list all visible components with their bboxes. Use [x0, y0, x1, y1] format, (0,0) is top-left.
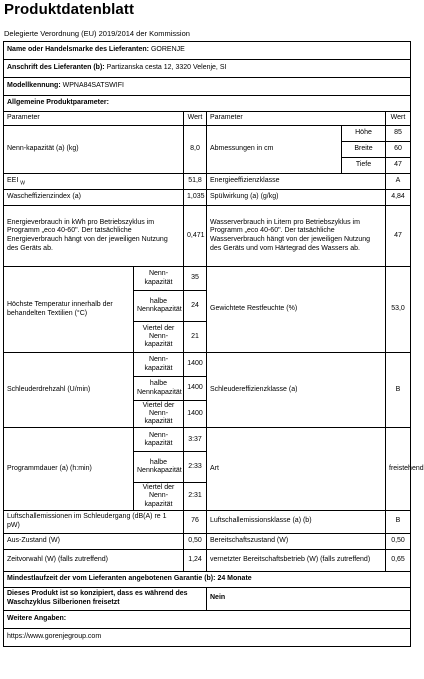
warranty-label: Mindestlaufzeit der vom Lieferanten angebotenen Garantie (b):: [7, 574, 216, 582]
spin-speed-label: Schleuderdrehzahl (U/min): [4, 353, 134, 428]
noise-class-label: Luftschallemissionsklasse (a) (b): [207, 510, 386, 533]
supplier-row: [4, 42, 411, 60]
depth-value: 47: [386, 158, 411, 174]
duration-load-half: halbe Nennkapazität: [134, 452, 184, 483]
silver-ions-row: [4, 587, 411, 610]
spin-load-full: Nenn-kapazität: [134, 353, 184, 377]
capacity-value: 8,0: [184, 126, 207, 174]
temp-load-half: halbe Nennkapazität: [134, 291, 184, 322]
model-row: [4, 78, 411, 96]
delay-start-value: 1,24: [184, 549, 207, 571]
eei-row: [4, 174, 411, 190]
height-label: Höhe: [342, 126, 386, 142]
address-row: [4, 60, 411, 78]
energy-consumption-value: 0,471: [184, 206, 207, 267]
spin-value-half: 1400: [184, 377, 207, 401]
duration-label: Programmdauer (a) (h:min): [4, 428, 134, 510]
data-sheet-table: [3, 41, 424, 647]
spin-value-full: 1400: [184, 353, 207, 377]
noise-label: Luftschallemissionen im Schleudergang (dB(A) re 1 pW): [4, 510, 184, 533]
duration-row-1: [4, 428, 411, 452]
eei-label-cell: [4, 174, 184, 190]
warranty-row: [4, 571, 411, 587]
more-info-row: [4, 610, 411, 628]
manufacturer-link[interactable]: https://www.gorenjegroup.com: [7, 632, 102, 640]
col-value-right: Wert: [386, 112, 411, 126]
consumption-row: [4, 206, 411, 267]
temp-value-half: 24: [184, 291, 207, 322]
noise-row: [4, 510, 411, 533]
networked-standby-label: vernetzter Bereitschaftsbetrieb (W) (falls zutreffend): [207, 549, 386, 571]
duration-value-full: 3:37: [184, 428, 207, 452]
off-mode-label: Aus-Zustand (W): [4, 533, 184, 549]
supplier-label: Name oder Handelsmarke des Lieferanten:: [7, 46, 149, 54]
duration-load-full: Nenn-kapazität: [134, 428, 184, 452]
washing-index-value: 1,035: [184, 190, 207, 206]
duration-value-half: 2:33: [184, 452, 207, 483]
temperature-label: Höchste Temperatur innerhalb der behandelten Textilien (°C): [4, 267, 134, 353]
rinse-label: Spülwirkung (a) (g/kg): [207, 190, 386, 206]
col-parameter-right: Parameter: [207, 112, 386, 126]
column-header-row: [4, 112, 411, 126]
eei-value: 51,8: [184, 174, 207, 190]
col-parameter-left: Parameter: [4, 112, 184, 126]
networked-standby-value: 0,65: [386, 549, 411, 571]
noise-class-value: B: [386, 510, 411, 533]
silver-ions-value: Nein: [207, 587, 411, 610]
more-info-label: Weitere Angaben:: [4, 610, 411, 628]
temp-row-1: [4, 267, 411, 291]
spin-row-1: [4, 353, 411, 377]
standby-value: 0,50: [386, 533, 411, 549]
temp-load-quarter: Viertel der Nenn-kapazität: [134, 322, 184, 353]
delay-networked-row: [4, 549, 411, 571]
spin-class-value: B: [386, 353, 411, 428]
regulation-subtitle: Delegierte Verordnung (EU) 2019/2014 der Kommission: [4, 29, 190, 38]
col-value-left: Wert: [184, 112, 207, 126]
eei-subscript: W: [20, 180, 25, 187]
off-standby-row: [4, 533, 411, 549]
energy-class-label: Energieeffizienzklasse: [207, 174, 386, 190]
general-params-label: Allgemeine Produktparameter:: [4, 96, 411, 112]
temp-value-quarter: 21: [184, 322, 207, 353]
capacity-row-1: [4, 126, 411, 142]
temp-value-full: 35: [184, 267, 207, 291]
delay-start-label: Zeitvorwahl (W) (falls zutreffend): [4, 549, 184, 571]
warranty-cell: [4, 571, 411, 587]
width-value: 60: [386, 142, 411, 158]
residual-moisture-value: 53,0: [386, 267, 411, 353]
energy-class-value: A: [386, 174, 411, 190]
washing-index-label: Wascheffizienzindex (a): [4, 190, 184, 206]
type-label: Art: [207, 428, 386, 510]
water-consumption-value: 47: [386, 206, 411, 267]
model-label: Modellkennung:: [7, 82, 61, 90]
address-value: Partizanska cesta 12, 3320 Velenje, SI: [106, 64, 227, 72]
silver-ions-label: Dieses Produkt ist so konzipiert, dass es während des Waschzyklus Silberionen freisetzt: [4, 587, 207, 610]
depth-label: Tiefe: [342, 158, 386, 174]
energy-consumption-label: Energieverbrauch in kWh pro Betriebszyklus im Programm „eco 40-60". Der tatsächliche Energieverbrauch hängt von der jeweiligen Nutzung des Geräts ab.: [4, 206, 184, 267]
duration-value-quarter: 2:31: [184, 483, 207, 510]
page-title: Produktdatenblatt: [4, 1, 135, 18]
spin-load-half: halbe Nennkapazität: [134, 377, 184, 401]
width-label: Breite: [342, 142, 386, 158]
off-mode-value: 0,50: [184, 533, 207, 549]
general-params-row: [4, 96, 411, 112]
duration-load-quarter: Viertel der Nenn-kapazität: [134, 483, 184, 510]
spin-value-quarter: 1400: [184, 401, 207, 428]
warranty-value: 24 Monate: [217, 574, 252, 582]
spin-class-label: Schleudereffizienzklasse (a): [207, 353, 386, 428]
water-consumption-label: Wasserverbrauch in Litern pro Betriebszyklus im Programm „eco 40-60". Der tatsächliche Wasserverbrauch hängt von der jeweiligen Nutzung des Geräts und vom Härtegrad des Wassers ab.: [207, 206, 386, 267]
spin-load-quarter: Viertel der Nenn-kapazität: [134, 401, 184, 428]
residual-moisture-label: Gewichtete Restfeuchte (%): [207, 267, 386, 353]
rinse-value: 4,84: [386, 190, 411, 206]
washing-index-row: [4, 190, 411, 206]
supplier-value: GORENJE: [150, 46, 185, 54]
capacity-label: Nenn-kapazität (a) (kg): [4, 126, 184, 174]
standby-label: Bereitschaftszustand (W): [207, 533, 386, 549]
dimensions-label: Abmessungen in cm: [207, 126, 342, 174]
address-label: Anschrift des Lieferanten (b):: [7, 64, 105, 72]
url-row: [4, 628, 411, 646]
temp-load-full: Nenn-kapazität: [134, 267, 184, 291]
model-value: WPNA84SATSWIFI: [62, 82, 124, 90]
noise-value: 76: [184, 510, 207, 533]
type-value: freistehend: [386, 428, 411, 510]
height-value: 85: [386, 126, 411, 142]
eei-label: EEI: [7, 176, 19, 184]
